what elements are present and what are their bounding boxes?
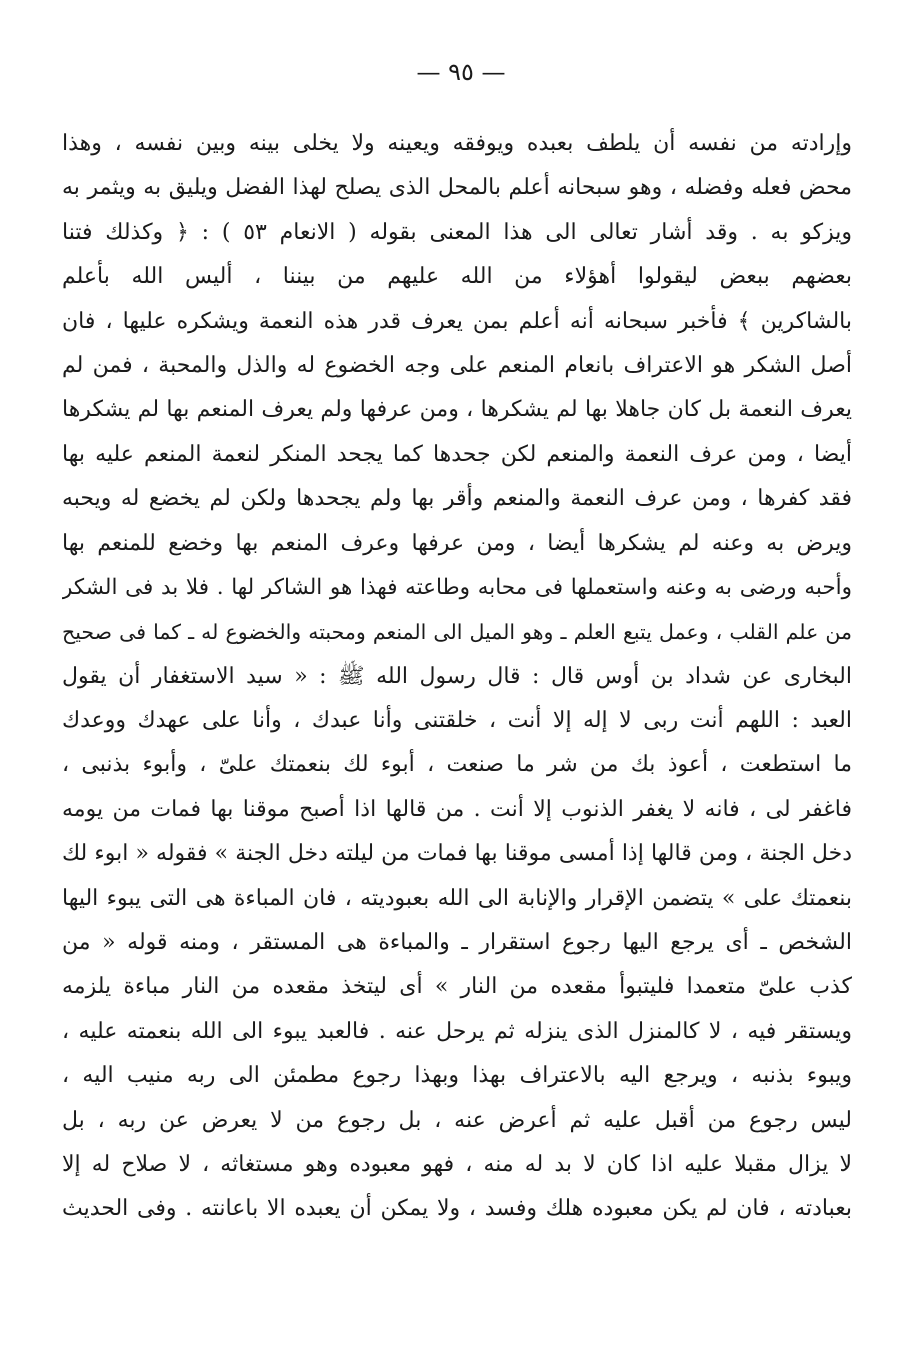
text-line: دخل الجنة ، ومن قالها إذا أمسى موقنا بها فمات من ليلته دخل الجنة » فقوله « ابوء لك — [62, 841, 852, 867]
body-text — [62, 122, 852, 1232]
text-line: بعبادته ، فان لم يكن معبوده هلك وفسد ، ولا يمكن أن يعبده الا باعانته . وفى الحديث — [62, 1196, 852, 1222]
text-line: ما استطعت ، أعوذ بك من شر ما صنعت ، أبوء لك بنعمتك علىّ ، وأبوء بذنبى ، — [62, 752, 852, 778]
text-line: أصل الشكر هو الاعتراف بانعام المنعم على وجه الخضوع له والذل والمحبة ، فمن لم — [62, 352, 852, 378]
text-line: ويبوء بذنبه ، ويرجع اليه بالاعتراف بهذا وبهذا رجوع مطمئن الى ربه منيب اليه ، — [62, 1063, 852, 1089]
text-line: لا يزال مقبلا عليه اذا كان لا بد له منه ، فهو معبوده وهو مستغاثه ، لا صلاح له إلا — [62, 1151, 852, 1177]
text-line: الشخص ـ أى يرجع اليها رجوع استقرار ـ والمباءة هى المستقر ، ومنه قوله « من — [62, 930, 852, 956]
text-line: ويستقر فيه ، لا كالمنزل الذى ينزله ثم يرحل عنه . فالعبد يبوء الى الله بنعمته عليه ، — [62, 1018, 852, 1044]
text-line: بعضهم ببعض ليقولوا أهؤلاء من الله عليهم من بيننا ، أليس الله بأعلم — [62, 264, 852, 290]
text-line: محض فعله وفضله ، وهو سبحانه أعلم بالمحل الذى يصلح لهذا الفضل ويليق به ويثمر به — [62, 175, 852, 201]
text-line: ويرض به وعنه لم يشكرها أيضا ، ومن عرفها وعرف المنعم بها وخضع للمنعم بها — [62, 530, 852, 556]
text-line: يعرف النعمة بل كان جاهلا بها لم يشكرها ، ومن عرفها ولم يعرف المنعم بها لم يشكرها — [62, 397, 852, 423]
text-line: وأحبه ورضى به وعنه واستعملها فى محابه وطاعته فهذا هو الشاكر لها . فلا بد فى الشكر — [62, 574, 852, 600]
text-line: ليس رجوع من أقبل عليه ثم أعرض عنه ، بل رجوع من لا يعرض عن ربه ، بل — [62, 1107, 852, 1133]
text-line: كذب علىّ متعمدا فليتبوأ مقعده من النار » أى ليتخذ مقعده من النار مباءة يلزمه — [62, 974, 852, 1000]
text-line: بنعمتك على » يتضمن الإقرار والإنابة الى الله بعبوديته ، فان المباءة هى التى يبوء اليها — [62, 885, 852, 911]
text-line: وإرادته من نفسه أن يلطف بعبده ويوفقه ويعينه ولا يخلى بينه وبين نفسه ، وهذا — [62, 131, 852, 156]
text-line: ويزكو به . وقد أشار تعالى الى هذا المعنى بقوله ( الانعام ٥٣ ) : ﴿ وكذلك فتنا — [62, 219, 852, 245]
text-line: البخارى عن شداد بن أوس قال : قال رسول الله ﷺ : « سيد الاستغفار أن يقول — [62, 663, 852, 689]
text-line: بالشاكرين ﴾ فأخبر سبحانه أنه أعلم بمن يعرف قدر هذه النعمة ويشكره عليها ، فان — [62, 308, 852, 334]
text-line: فقد كفرها ، ومن عرف النعمة والمنعم وأقر بها ولم يجحدها ولكن لم يخضع له ويحبه — [62, 486, 852, 512]
page-number: — ٩٥ — — [416, 58, 506, 86]
text-line: العبد : اللهم أنت ربى لا إله إلا أنت ، خلقتنى وأنا عبدك ، وأنا على عهدك ووعدك — [62, 708, 852, 734]
text-line: أيضا ، ومن عرف النعمة والمنعم لكن جحدها كما يجحد المنكر لنعمة المنعم عليه بها — [62, 441, 852, 467]
text-line: فاغفر لى ، فانه لا يغفر الذنوب إلا أنت . من قالها اذا أصبح موقنا بها فمات من يومه — [62, 796, 852, 822]
text-line: من علم القلب ، وعمل يتبع العلم ـ وهو الميل الى المنعم ومحبته والخضوع له ـ كما فى صحيح — [62, 620, 852, 645]
